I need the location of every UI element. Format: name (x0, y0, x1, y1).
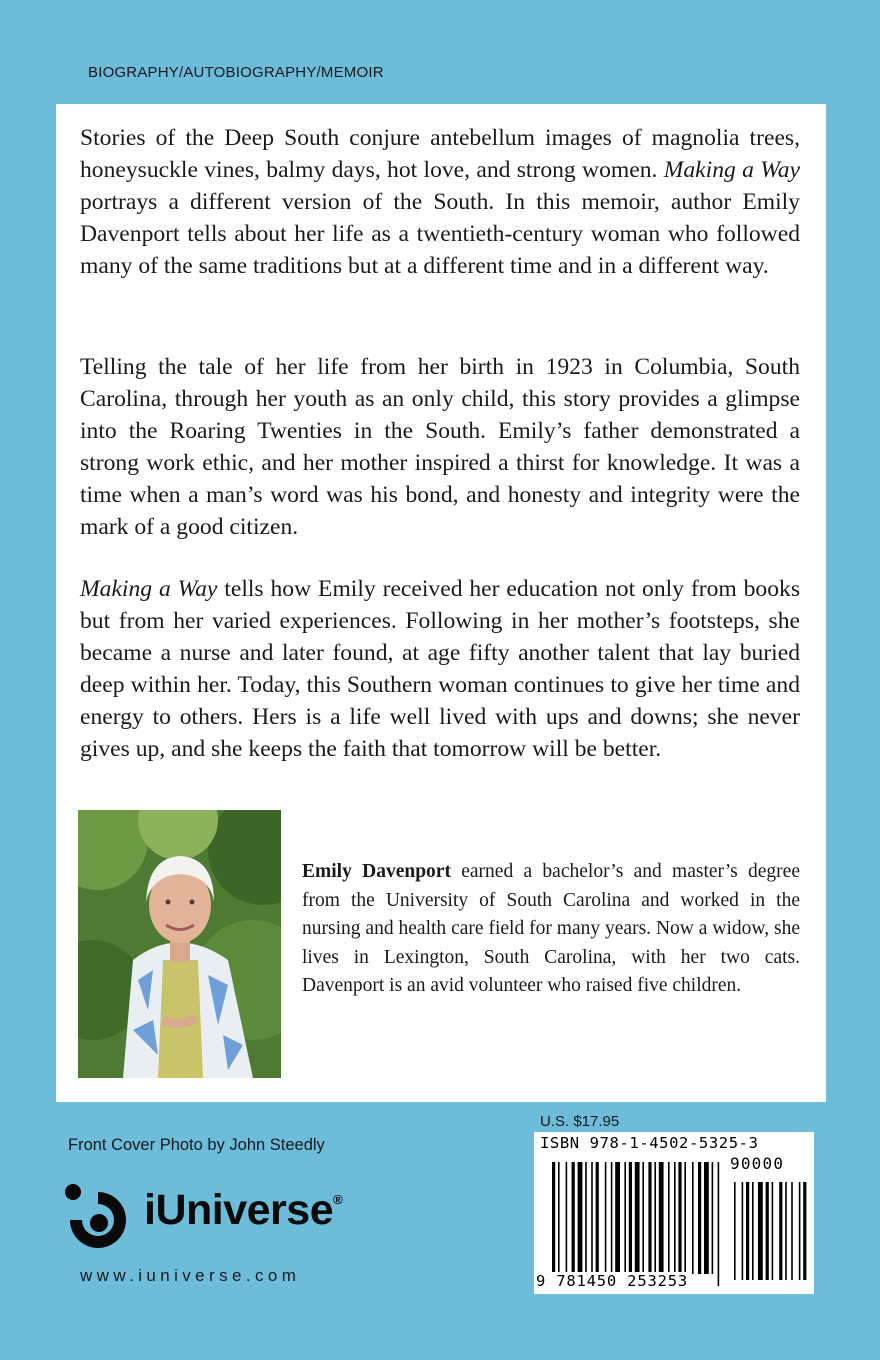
barcode (534, 1132, 814, 1294)
blurb-paragraph-2: Telling the tale of her life from her birth in 1923 in Columbia, South Carolina, through her youth as an only child, this story provides a glimpse into the Roaring Twenties in the South. Emily’s father demonstrated a strong work ethic, and her mother inspired a thirst for knowledge. It was a time when a man’s word was his bond, and honesty and integrity were the mark of a good citizen. (80, 354, 800, 540)
ean-digits: 9 781450 253253 (536, 1272, 688, 1290)
author-bio-text: earned a bachelor’s and master’s degree from the University of South Carolina and worked in the nursing and health care field for many years. Now a widow, she lives in Lexington, South Carolina, with her two cats. Davenport is an avid volunteer who raised five children. (302, 861, 800, 997)
blurb-text: portrays a different version of the South. In this memoir, author Emily Davenport tells about her life as a twentieth-century woman who followed many of the same traditions but at a different time and in a different way. (80, 189, 800, 279)
author-name: Emily Davenport (302, 861, 451, 882)
publisher-logo (62, 1180, 392, 1260)
isbn-text: ISBN 978-1-4502-5325-3 (540, 1134, 759, 1152)
price-label: U.S. $17.95 (540, 1113, 620, 1130)
publisher-name (144, 1186, 342, 1235)
blurb-text: tells how Emily received her education not only from books but from her varied experiences. Following in her mother’s footsteps, she became a nurse and later found, at age fifty another talent that lay buried deep within her. Today, this Southern woman continues to give her time and energy to others. Hers is a life well lived with ups and downs; she never gives up, and she keeps the faith that tomorrow will be better. (80, 576, 800, 762)
book-title: Making a Way (80, 576, 218, 602)
blurb-paragraph-3 (80, 573, 800, 765)
publisher-wordmark: iUniverse (144, 1186, 334, 1234)
photo-credit: Front Cover Photo by John Steedly (68, 1136, 325, 1154)
author-photo (78, 810, 281, 1078)
author-bio (302, 858, 800, 1001)
back-cover-panel (56, 104, 826, 1102)
category-label: BIOGRAPHY/AUTOBIOGRAPHY/MEMOIR (88, 64, 384, 81)
blurb-text: Stories of the Deep South conjure antebellum images of magnolia trees, honeysuckle vines, balmy days, hot love, and strong women. (80, 125, 800, 183)
publisher-url: www.iuniverse.com (80, 1266, 301, 1285)
blurb-paragraph-1 (80, 122, 800, 282)
price-addon-code: 90000 (730, 1154, 785, 1173)
book-title: Making a Way (663, 157, 801, 183)
registered-mark: ® (333, 1192, 343, 1207)
iuniverse-logo-icon (62, 1180, 136, 1260)
